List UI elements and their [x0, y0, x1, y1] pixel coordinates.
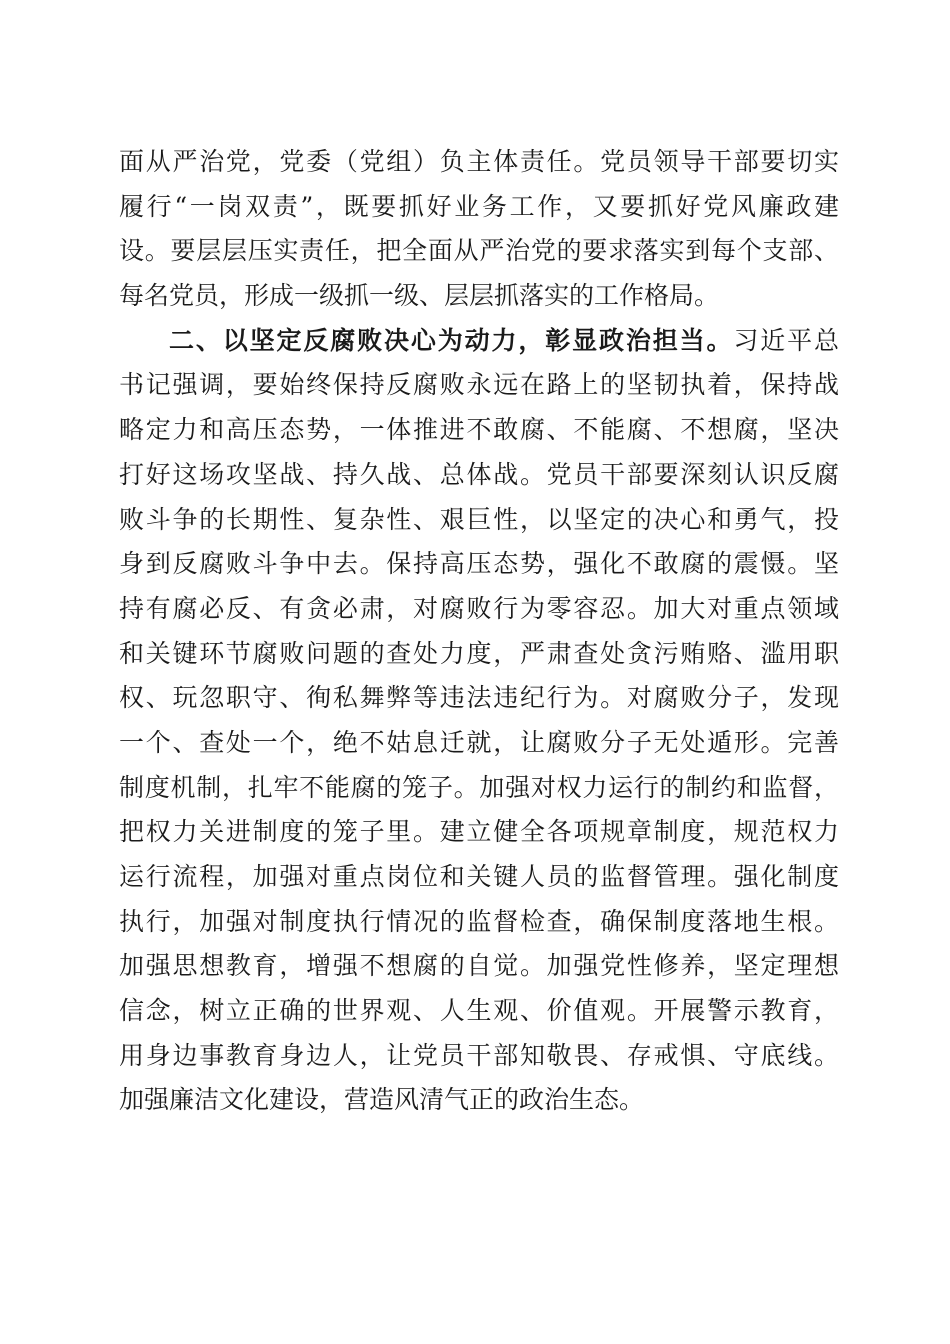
- text-line: 面从严治党，党委（党组）负主体责任。党员领导干部要切实: [119, 147, 839, 176]
- text-line: 运行流程，加强对重点岗位和关键人员的监督管理。强化制度: [119, 862, 839, 891]
- document-body: [119, 140, 839, 1123]
- text-line: 身到反腐败斗争中去。保持高压态势，强化不敢腐的震慑。坚: [119, 549, 839, 579]
- text-line: 打好这场攻坚战、持久战、总体战。党员干部要深刻认识反腐: [119, 459, 839, 489]
- text-line: 权、玩忽职守、徇私舞弊等违法违纪行为。对腐败分子，发现: [119, 683, 839, 713]
- text-line: 用身边事教育身边人，让党员干部知敬畏、存戒惧、守底线。: [119, 1040, 839, 1070]
- text-line: 把权力关进制度的笼子里。建立健全各项规章制度，规范权力: [119, 817, 839, 847]
- text-line: 每名党员，形成一级抓一级、层层抓落实的工作格局。: [119, 281, 720, 311]
- text-line: 败斗争的长期性、复杂性、艰巨性，以坚定的决心和勇气，投: [119, 504, 839, 534]
- section-2-heading: 二、以坚定反腐败决心为动力，彰显政治担当。: [169, 325, 734, 355]
- text-line: 加强廉洁文化建设，营造风清气正的政治生态。: [119, 1085, 645, 1115]
- text-line: 加强思想教育，增强不想腐的自觉。加强党性修养，坚定理想: [119, 951, 839, 981]
- text-line: 持有腐必反、有贪必肃，对腐败行为零容忍。加大对重点领域: [119, 593, 839, 623]
- text-line: 书记强调，要始终保持反腐败永远在路上的坚韧执着，保持战: [119, 370, 839, 400]
- section-2-first-line-rest: 习近平总: [733, 325, 839, 355]
- text-line: 履行“一岗双责”，既要抓好业务工作，又要抓好党风廉政建: [119, 191, 839, 221]
- text-line: 略定力和高压态势，一体推进不敢腐、不能腐、不想腐，坚决: [119, 415, 839, 445]
- section-2-paragraph: [119, 319, 839, 1123]
- text-line: 一个、查处一个，绝不姑息迁就，让腐败分子无处遁形。完善: [119, 727, 839, 757]
- text-line: 执行，加强对制度执行情况的监督检查，确保制度落地生根。: [119, 906, 839, 936]
- section-2-first-line: [119, 319, 839, 364]
- text-line: 制度机制，扎牢不能腐的笼子。加强对权力运行的制约和监督，: [119, 772, 839, 802]
- paragraph-1: [119, 140, 839, 319]
- text-line: 和关键环节腐败问题的查处力度，严肃查处贪污贿赂、滥用职: [119, 638, 839, 668]
- text-line: 信念，树立正确的世界观、人生观、价值观。开展警示教育，: [119, 996, 839, 1026]
- text-line: 设。要层层压实责任，把全面从严治党的要求落实到每个支部、: [119, 236, 839, 266]
